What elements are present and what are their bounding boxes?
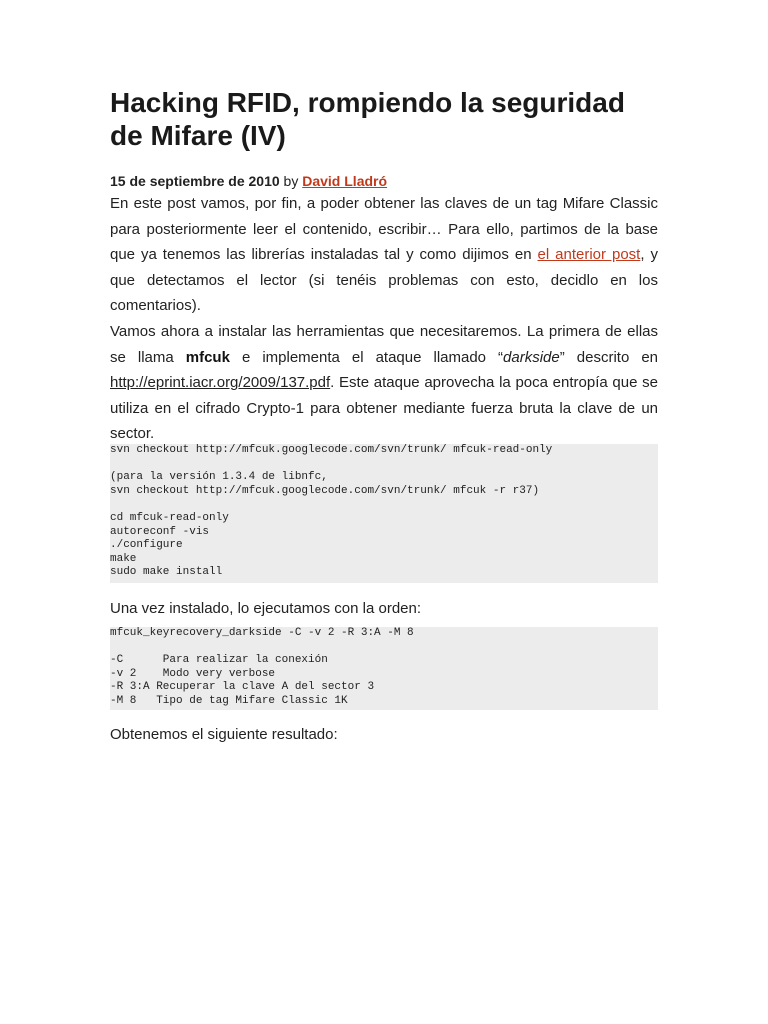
paragraph-result: Obtenemos el siguiente resultado: (110, 725, 338, 743)
paragraph-intro-text-1: En este post vamos, por fin, a poder obtener las claves de un tag Mifare Classic para posteriormente leer el contenido, escribir… Para ello, partimos de la base que ya tenemos las librerías instaladas tal y como dijimos en (110, 195, 658, 264)
code-line (110, 498, 658, 512)
code-line: svn checkout http://mfcuk.googlecode.com/svn/trunk/ mfcuk-read-only (110, 443, 553, 456)
paragraph-tools-text-2: e implementa el ataque llamado “ (229, 348, 504, 366)
paragraph-tools-text-3: ” descrito en (559, 348, 658, 366)
paragraph-tools-text-1: Vamos ahora a instalar las herramientas que necesitaremos. La primera de ellas se llama (110, 322, 658, 366)
code-line: make (110, 552, 137, 565)
code-line: sudo make install (110, 566, 223, 579)
code-line: autoreconf -vis (110, 525, 210, 538)
previous-post-link[interactable]: el anterior post (537, 246, 641, 264)
article (110, 86, 658, 745)
code-line (110, 458, 658, 472)
paragraph-intro-text-2: , y que detectamos el lector (si tenéis problemas con esto, decidlo en los comentarios). (110, 246, 658, 315)
attack-name: darkside (503, 348, 560, 366)
code-line: -C Para realizar la conexión (110, 654, 328, 667)
code-line (110, 641, 658, 655)
code-line: -R 3:A Recuperar la clave A del sector 3 (110, 681, 375, 694)
code-block-install (110, 444, 658, 583)
code-line: (para la versión 1.3.4 de libnfc, (110, 471, 328, 484)
code-line: cd mfcuk-read-only (110, 511, 229, 524)
code-line: -M 8 Tipo de tag Mifare Classic 1K (110, 694, 348, 707)
code-line: mfcuk_keyrecovery_darkside -C -v 2 -R 3:A -M 8 (110, 626, 414, 639)
code-line: ./configure (110, 539, 183, 552)
paper-link[interactable]: http://eprint.iacr.org/2009/137.pdf (110, 374, 331, 392)
author-link[interactable]: David Lladró (302, 173, 388, 189)
post-meta (110, 171, 658, 191)
tool-name: mfcuk (185, 348, 230, 366)
article-title: Hacking RFID, rompiendo la seguridad de Mifare (IV) (110, 87, 625, 151)
by-label: by (283, 173, 299, 189)
code-line: -v 2 Modo very verbose (110, 667, 276, 680)
paragraph-tools-text-4: . Este ataque aprovecha la poca entropía que se utiliza en el cifrado Crypto-1 para obtener mediante fuerza bruta la clave de un sector. (110, 374, 658, 443)
paragraph-tools (110, 319, 658, 447)
paragraph-intro (110, 191, 658, 319)
post-date: 15 de septiembre de 2010 (110, 173, 280, 189)
paragraph-run-command: Una vez instalado, lo ejecutamos con la orden: (110, 599, 422, 617)
code-block-command (110, 627, 658, 710)
code-line: svn checkout http://mfcuk.googlecode.com/svn/trunk/ mfcuk -r r37) (110, 484, 540, 497)
